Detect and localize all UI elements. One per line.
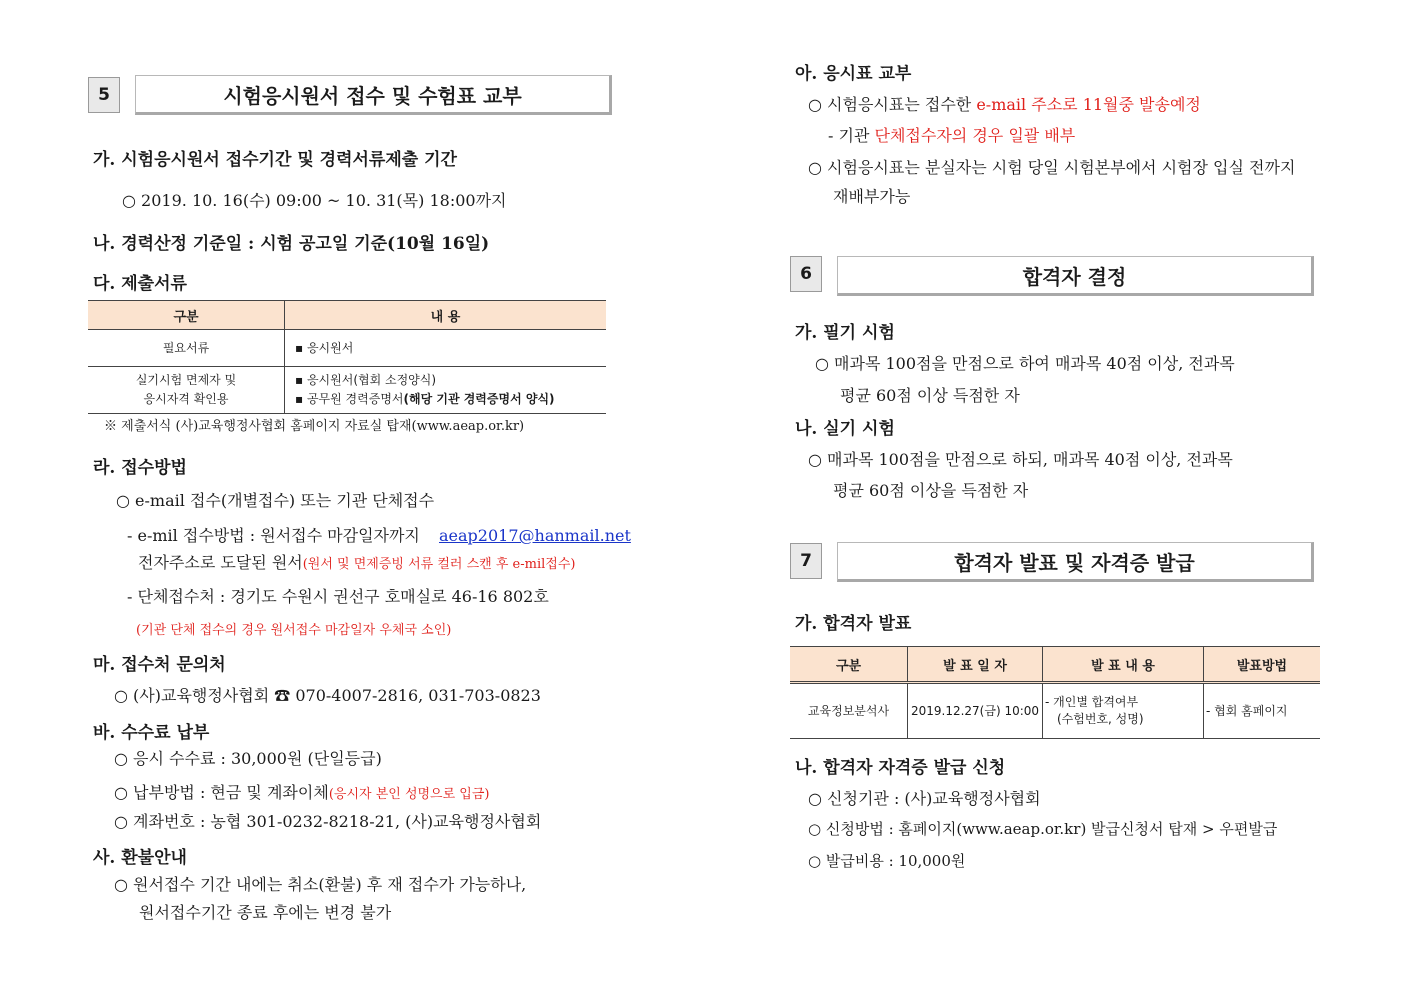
table-row (790, 683, 1320, 739)
content-line: ▪ 응시원서(협회 소정양식) (295, 373, 437, 387)
pass-practical-line-1: ○ 매과목 100점을 만점으로 하되, 매과목 40점 이상, 전과목 (808, 450, 1233, 469)
a-line-4: 재배부가능 (833, 187, 911, 206)
ga-heading: 가. 시험응시원서 접수기간 및 경력서류제출 기간 (93, 150, 457, 170)
ra-line-4: - 단체접수처 : 경기도 수원시 권선구 호매실로 46-16 802호 (127, 587, 549, 606)
ra-line-3-red: (원서 및 면제증빙 서류 컬러 스캔 후 e-mil접수) (302, 557, 576, 572)
section-5-title: 시험응시원서 접수 및 수험표 교부 (135, 75, 612, 115)
pass-practical-line-2: 평균 60점 이상을 득점한 자 (833, 481, 1029, 500)
section-7-number: 7 (790, 543, 822, 579)
table-cell (88, 367, 285, 414)
ra-email-prefix: - e-mil 접수방법 : 원서접수 마감일자까지 (127, 526, 420, 545)
content-line: - 개인별 합격여부 (1045, 695, 1139, 709)
content-bold: (해당 기관 경력증명서 양식) (403, 392, 555, 406)
category-line: 응시자격 확인용 (143, 392, 229, 406)
documents-table (88, 300, 606, 414)
table-cell: 2019.12.27(금) 10:00 (908, 683, 1043, 739)
content-plain: ▪ 공무원 경력증명서 (295, 392, 404, 406)
table-header: 내 용 (285, 301, 607, 330)
a-line-1-plain: ○ 시험응시표는 접수한 (808, 95, 977, 114)
ba-line-2 (114, 780, 490, 803)
ba-line-2-plain: ○ 납부방법 : 현금 및 계좌이체 (114, 783, 329, 802)
pass-written-heading: 가. 필기 시험 (795, 323, 895, 343)
ra-line-5: (기관 단체 접수의 경우 원서접수 마감일자 우체국 소인) (136, 623, 452, 638)
a-line-1-red: e-mail 주소로 11월중 발송예정 (976, 95, 1201, 114)
a-heading: 아. 응시표 교부 (795, 64, 912, 84)
table-header: 발 표 일 자 (908, 647, 1043, 683)
section-6-number: 6 (790, 256, 822, 292)
table-cell: ▪ 응시원서 (285, 330, 607, 367)
ba-line-1: ○ 응시 수수료 : 30,000원 (단일등급) (114, 749, 382, 768)
a-line-3: ○ 시험응시표는 분실자는 시험 당일 시험본부에서 시험장 입실 전까지 (808, 158, 1296, 177)
ra-line-2 (127, 523, 631, 546)
table-cell: 필요서류 (88, 330, 285, 367)
table-header-row (790, 647, 1320, 683)
a-line-1 (808, 92, 1201, 115)
a-line-2-red: 단체접수자의 경우 일괄 배부 (874, 126, 1076, 145)
table-header-row (88, 301, 606, 330)
na-heading: 나. 경력산정 기준일 : 시험 공고일 기준(10월 16일) (93, 234, 490, 254)
ra-line-3-plain: 전자주소로 도달된 원서 (138, 553, 303, 572)
a-line-2-plain: - 기관 (828, 126, 875, 145)
table-row (88, 330, 606, 367)
section-6-title: 합격자 결정 (837, 256, 1314, 296)
ra-line-1: ○ e-mail 접수(개별접수) 또는 기관 단체접수 (116, 491, 435, 510)
section-5-number: 5 (88, 77, 120, 113)
table-cell (1043, 683, 1204, 739)
ga-period: ○ 2019. 10. 16(수) 09:00 ~ 10. 31(목) 18:00까지 (122, 191, 507, 210)
cert-line-2: ○ 신청방법 : 홈페이지(www.aeap.or.kr) 발급신청서 탑재 > 우편발급 (808, 820, 1278, 838)
ra-heading: 라. 접수방법 (93, 458, 187, 478)
sa-heading: 사. 환불안내 (93, 848, 187, 868)
table-header: 구분 (790, 647, 908, 683)
cert-heading: 나. 합격자 자격증 발급 신청 (795, 758, 1006, 778)
ba-line-3: ○ 계좌번호 : 농협 301-0232-8218-21, (사)교육행정사협회 (114, 812, 542, 831)
cert-line-3: ○ 발급비용 : 10,000원 (808, 852, 966, 870)
announce-heading: 가. 합격자 발표 (795, 614, 912, 634)
submission-note: ※ 제출서식 (사)교육행정사협회 홈페이지 자료실 탑재(www.aeap.or.kr) (104, 419, 525, 434)
ma-contact: ○ (사)교육행정사협회 ☎ 070-4007-2816, 031-703-0823 (114, 686, 541, 705)
ma-heading: 마. 접수처 문의처 (93, 655, 226, 675)
table-cell: 교육정보분석사 (790, 683, 908, 739)
da-heading: 다. 제출서류 (93, 274, 187, 294)
ra-line-3 (138, 550, 575, 573)
content-line: (수험번호, 성명) (1057, 712, 1144, 726)
sa-line-1: ○ 원서접수 기간 내에는 취소(환불) 후 재 접수가 가능하나, (114, 875, 527, 894)
pass-practical-heading: 나. 실기 시험 (795, 419, 895, 439)
table-header: 발표방법 (1204, 647, 1321, 683)
content-line (295, 390, 596, 409)
table-header: 발 표 내 용 (1043, 647, 1204, 683)
table-header: 구분 (88, 301, 285, 330)
a-line-2 (828, 123, 1075, 146)
ba-line-2-red: (응시자 본인 성명으로 입금) (328, 787, 490, 802)
pass-written-line-2: 평균 60점 이상 득점한 자 (840, 386, 1020, 405)
table-cell: - 협회 홈페이지 (1204, 683, 1321, 739)
cert-line-1: ○ 신청기관 : (사)교육행정사협회 (808, 789, 1041, 808)
announcement-table (790, 646, 1320, 739)
sa-line-2: 원서접수기간 종료 후에는 변경 불가 (139, 903, 392, 922)
table-row (88, 367, 606, 414)
email-link[interactable]: aeap2017@hanmail.net (439, 526, 631, 545)
ba-heading: 바. 수수료 납부 (93, 723, 210, 743)
section-7-title: 합격자 발표 및 자격증 발급 (837, 542, 1314, 582)
pass-written-line-1: ○ 매과목 100점을 만점으로 하여 매과목 40점 이상, 전과목 (815, 354, 1235, 373)
table-cell (285, 367, 607, 414)
category-line: 실기시험 면제자 및 (135, 373, 237, 387)
